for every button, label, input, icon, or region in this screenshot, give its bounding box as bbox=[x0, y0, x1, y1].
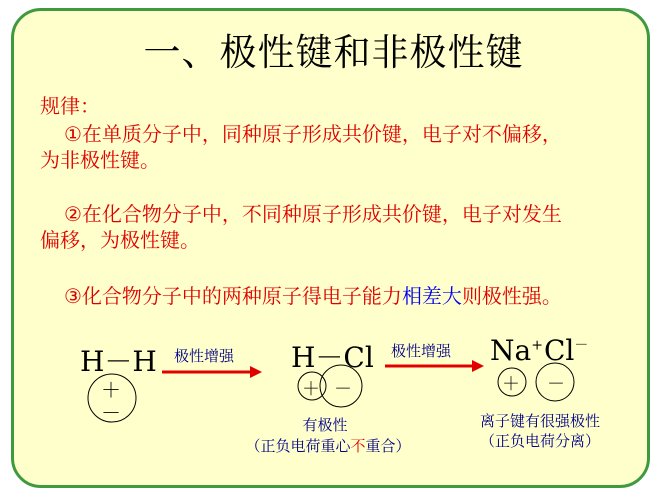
rule-heading: 规律： bbox=[40, 94, 100, 118]
na-charge: + bbox=[531, 337, 543, 354]
hcl-note-2b: 不 bbox=[350, 437, 366, 455]
rule-2-line-2: 偏移，为极性键。 bbox=[40, 228, 200, 252]
arrow-1-head bbox=[250, 366, 262, 378]
hcl-minus: － bbox=[334, 379, 352, 400]
na-ion bbox=[490, 334, 543, 367]
nacl-minus: － bbox=[547, 374, 565, 395]
hcl-note-1: 有极性 bbox=[302, 416, 348, 434]
arrow-2-head bbox=[472, 360, 484, 372]
slide-title: 一、极性键和非极性键 bbox=[143, 31, 524, 74]
cl-ion bbox=[544, 334, 588, 367]
rule-3-highlight: 相差大 bbox=[401, 284, 462, 308]
nacl-plus: ＋ bbox=[502, 374, 520, 395]
rule-1-line-1: ①在单质分子中，同种原子形成共价键，电子对不偏移， bbox=[64, 122, 562, 146]
cl-charge: － bbox=[574, 337, 589, 354]
hh-formula: H－H bbox=[80, 345, 157, 378]
nacl-note-2: （正负电荷分离） bbox=[479, 432, 600, 450]
arrow-2-label: 极性增强 bbox=[391, 342, 452, 360]
hh-plus: ＋ bbox=[101, 378, 121, 402]
cl-symbol: Cl bbox=[544, 334, 575, 367]
nacl-note-1: 离子键有很强极性 bbox=[479, 412, 600, 430]
rule-3-part-a: ③化合物分子中的两种原子得电子能力 bbox=[64, 284, 402, 308]
hh-minus: － bbox=[101, 401, 121, 425]
hcl-note-2 bbox=[228, 435, 428, 456]
na-symbol: Na bbox=[490, 334, 532, 367]
hcl-plus: ＋ bbox=[302, 379, 320, 400]
rule-1-line-2: 为非极性键。 bbox=[40, 148, 160, 172]
hcl-formula: H－Cl bbox=[291, 341, 374, 374]
hcl-note-2c: 重合） bbox=[365, 437, 411, 455]
hcl-note-2a: （正负电荷重心 bbox=[245, 437, 351, 455]
rule-3-part-c: 则极性强。 bbox=[461, 284, 562, 308]
rule-2-line-1: ②在化合物分子中，不同种原子形成共价键，电子对发生 bbox=[64, 202, 562, 226]
arrow-1-label: 极性增强 bbox=[174, 347, 235, 365]
